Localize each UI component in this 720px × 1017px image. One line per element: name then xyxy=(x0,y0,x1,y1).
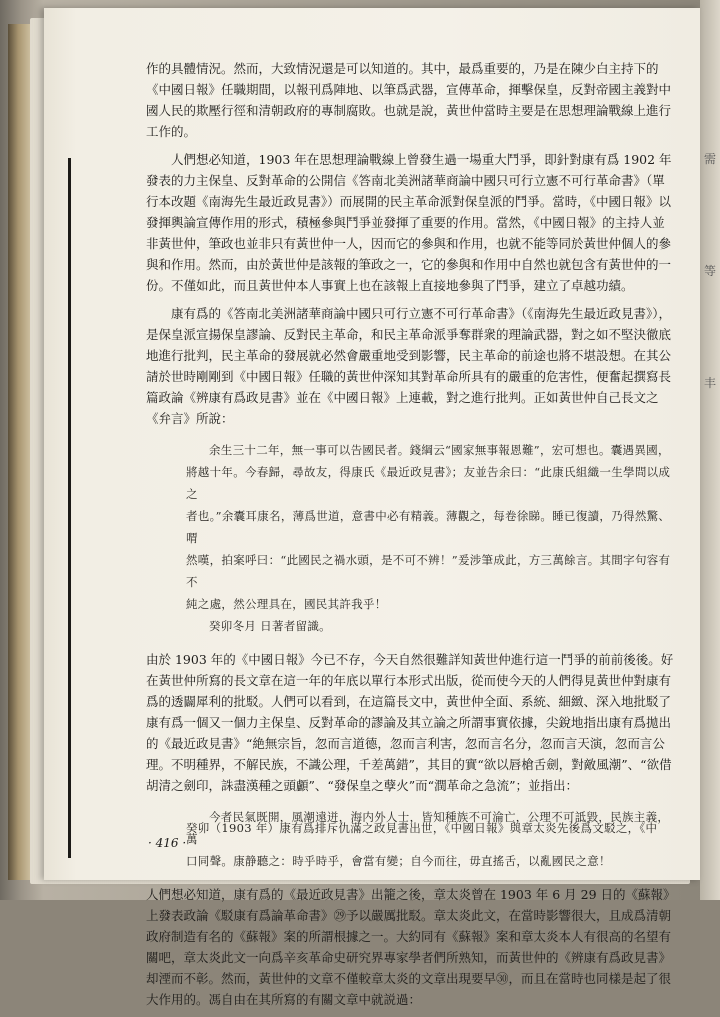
quote-line: 余生三十二年，無一事可以告國民者。錢綱云“國家無事報恩難”，宏可想也。囊遇異國， xyxy=(209,443,670,457)
quote-line: 今者民氣既開，風潮遠迸，海内外人士，皆知種族不可淪亡，公理不可詆毀，民族主義，萬 xyxy=(186,810,670,846)
quote-line: 純之處，然公理具在，國民其許我乎！ xyxy=(186,597,387,611)
block-quote-preface xyxy=(186,439,674,637)
quote-line: 者也。”余囊耳康名，薄爲世道，意書中必有精義。薄觀之，每卷徐睇。睡已復讀，乃得然驚、喟 xyxy=(186,509,671,545)
adjacent-page-edge xyxy=(700,0,720,900)
adjacent-page-glyph: 等 xyxy=(704,264,717,278)
paragraph: 人們想必知道，1903 年在思想理論戰線上曾發生過一場重大鬥爭，即針對康有爲 1902 年發表的力主保皇、反對革命的公開信《答南北美洲諸華商論中國只可行立憲不可行革命書》（單行本改題《南海先生最近政見書》）而展開的民主革命派對保皇派的鬥爭。當時，《中國日報》以發揮輿論宣傳作用的形式，積極參與鬥爭並發揮了重要的作用。當然，《中國日報》的主持人並非黃世仲，筆政也並非只有黃世仲一人，因而它的參與和作用，也就不能等同於黃世仲個人的參與和作用。然而，由於黃世仲是該報的筆政之一，它的參與和作用中自然也就包含有黃世仲的一份。不僅如此，而且黃世仲本人事實上也在該報上直接地參與了鬥爭，建立了卓越功績。 xyxy=(146,152,672,293)
margin-rule xyxy=(68,158,71,858)
quote-line: 然嘆，拍案呼曰：“此國民之禍水頭，是不可不辨！”爰涉筆成此，方三萬餘言。其間字句容有不 xyxy=(186,553,671,589)
paragraph: 康有爲的《答南北美洲諸華商論中國只可行立憲不可行革命書》（《南海先生最近政見書》），是保皇派宣揚保皇謬論、反對民主革命，和民主革命派爭奪群衆的理論武器，對之如不堅決徹底地進行批判，民主革命的發展就必然會嚴重地受到影響，民主革命的前途也將不堪設想。在其公請於世時剛剛到《中國日報》任職的黃世仲深知其對革命所具有的嚴重的危害性，便奮起撰寫長篇政論《辨康有爲政見書》並在《中國日報》上連載，對之進行批判。正如黃世仲自己長文之《弁言》所說： xyxy=(146,306,672,426)
quote-line: 口同聲。康静聽之：時乎時乎，會當有變；自今而往，毋直搖舌，以亂國民之意！ xyxy=(186,854,611,868)
adjacent-page-glyph: 丰 xyxy=(704,376,717,390)
block-quote-critique xyxy=(186,806,674,872)
trailing-quote-line: 癸卯（1903 年）康有爲排斥仇滿之政見書出世，《中國日報》與章太炎先後爲文駁之，《中 xyxy=(186,821,658,835)
page-number: · 416 · xyxy=(148,836,187,850)
quote-signature: 癸卯冬月 日著者留識。 xyxy=(209,619,331,633)
paragraph: 作的具體情況。然而，大致情況還是可以知道的。其中，最爲重要的，乃是在陳少白主持下的《中國日報》任職期間，以報刊爲陣地、以筆爲武器，宣傳革命，揮擊保皇，反對帝國主義對中國人民的欺壓行徑和清朝政府的專制腐敗。也就是說，黃世仲當時主要是在思想理論戰線上進行工作的。 xyxy=(146,61,672,139)
quote-line: 將越十年。今春歸，尋故友，得康氏《最近政見書》；友並告余曰：“此康氏組織一生學問以成之 xyxy=(186,465,671,501)
adjacent-page-glyph: 需 xyxy=(704,152,717,166)
paragraph: 人們想必知道，康有爲的《最近政見書》出籠之後，章太炎曾在 1903 年 6 月 29 日的《蘇報》上發表政論《駁康有爲論革命書》㉙予以嚴厲批駁。章太炎此文，在當時影響很大，且成爲清朝政府制造有名的《蘇報》案的所謂根據之一。大約同有《蘇報》案和章太炎本人有很高的名望有關吧，章太炎此文一向爲辛亥革命史研究界專家學者們所熟知，而黃世仲的《辨康有爲政見書》却湮而不彰。然而，黃世仲的文章不僅較章太炎的文章出現要早㉚，而且在當時也同樣是起了很大作用的。馮自由在其所寫的有關文章中就説過： xyxy=(146,887,672,1007)
paragraph: 由於 1903 年的《中國日報》今已不存，今天自然很難詳知黃世仲進行這一鬥爭的前前後後。好在黃世仲所寫的長文章在這一年的年底以單行本形式出版，從而使今天的人們得見黃世仲對康有爲的透闢犀利的批駁。人們可以看到，在這篇長文中，黃世仲全面、系統、細緻、深入地批駁了康有爲一個又一個力主保皇、反對革命的謬論及其立論之所謂事實依據，尖銳地指出康有爲拋出的《最近政見書》“絶無宗旨，忽而言道德，忽而言利害，忽而言名分，忽而言天演，忽而言公理。不明種界，不解民族，不識公理，千差萬錯”，其目的實“欲以唇槍舌劍，對敵風潮”、“欲借胡清之劍印，誅盡漢種之頭顱”、“發保皇之孽火”而“潤革命之急流”；並指出： xyxy=(146,652,674,793)
page-body xyxy=(146,58,674,1017)
